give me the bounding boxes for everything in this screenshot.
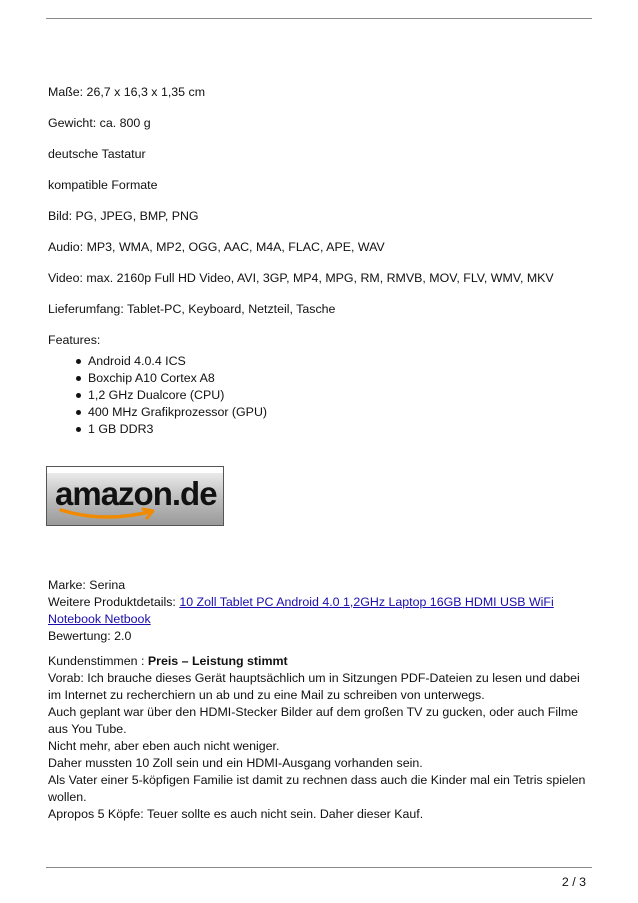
spec-weight: Gewicht: ca. 800 g xyxy=(48,116,151,130)
brand-line: Marke: Serina xyxy=(48,578,126,592)
feature-text: 1,2 GHz Dualcore (CPU) xyxy=(88,388,225,402)
logo-text: amazon.de xyxy=(55,475,217,512)
review-paragraph: Vorab: Ich brauche dieses Gerät hauptsächlich um in Sitzungen PDF-Dateien zu lesen und dabei im Internet zu recherchiern un ab und zu eine Mail zu schreiben von unterwegs. xyxy=(48,671,580,702)
review-heading xyxy=(48,653,593,670)
details-label: Weitere Produktdetails: xyxy=(48,595,180,609)
bullet-icon xyxy=(76,393,81,398)
feature-text: Android 4.0.4 ICS xyxy=(88,354,186,368)
feature-text: 1 GB DDR3 xyxy=(88,422,154,436)
review-paragraph: Als Vater einer 5-köpfigen Familie ist damit zu rechnen dass auch die Kinder mal ein Tetris spielen wollen. xyxy=(48,773,586,804)
bottom-rule xyxy=(46,867,592,868)
review-paragraph: Auch geplant war über den HDMI-Stecker Bilder auf dem großen TV zu gucken, oder auch Filme aus You Tube. xyxy=(48,705,579,736)
review-label: Kundenstimmen : xyxy=(48,654,148,668)
top-rule xyxy=(46,18,592,19)
review-paragraph: Daher mussten 10 Zoll sein und ein HDMI-Ausgang vorhanden sein. xyxy=(48,756,423,770)
product-info xyxy=(48,577,593,645)
bullet-icon xyxy=(76,376,81,381)
feature-text: 400 MHz Grafikprozessor (GPU) xyxy=(88,405,268,419)
list-item xyxy=(48,370,593,387)
spec-keyboard: deutsche Tastatur xyxy=(48,147,146,161)
spec-image-formats: Bild: PG, JPEG, BMP, PNG xyxy=(48,209,199,223)
features-list xyxy=(48,353,593,438)
features-heading: Features: xyxy=(48,333,101,347)
amazon-smile-arrow-icon xyxy=(57,507,167,523)
spec-section xyxy=(48,84,593,438)
product-details-link[interactable]: 10 Zoll Tablet PC Android 4.0 1,2GHz Laptop 16GB HDMI USB WiFi Notebook Netbook xyxy=(48,595,554,626)
details-line xyxy=(48,594,593,628)
list-item xyxy=(48,404,593,421)
spec-video-formats: Video: max. 2160p Full HD Video, AVI, 3GP, MP4, MPG, RM, RMVB, MOV, FLV, WMV, MKV xyxy=(48,271,554,285)
spec-formats-heading: kompatible Formate xyxy=(48,178,158,192)
rating-line: Bewertung: 2.0 xyxy=(48,629,132,643)
bullet-icon xyxy=(76,427,81,432)
feature-text: Boxchip A10 Cortex A8 xyxy=(88,371,215,385)
list-item xyxy=(48,387,593,404)
review-paragraph: Nicht mehr, aber eben auch nicht weniger. xyxy=(48,739,280,753)
spec-package-contents: Lieferumfang: Tablet-PC, Keyboard, Netzteil, Tasche xyxy=(48,302,336,316)
list-item xyxy=(48,353,593,370)
bullet-icon xyxy=(76,359,81,364)
spec-dimensions: Maße: 26,7 x 16,3 x 1,35 cm xyxy=(48,85,206,99)
amazon-logo[interactable] xyxy=(46,466,224,526)
list-item xyxy=(48,421,593,438)
page-number: 2 / 3 xyxy=(561,875,586,889)
logo-highlight xyxy=(47,467,223,473)
review-paragraph: Apropos 5 Köpfe: Teuer sollte es auch nicht sein. Daher dieser Kauf. xyxy=(48,807,424,821)
spec-audio-formats: Audio: MP3, WMA, MP2, OGG, AAC, M4A, FLAC, APE, WAV xyxy=(48,240,385,254)
review-title: Preis – Leistung stimmt xyxy=(147,654,288,668)
customer-review xyxy=(48,653,593,823)
bullet-icon xyxy=(76,410,81,415)
